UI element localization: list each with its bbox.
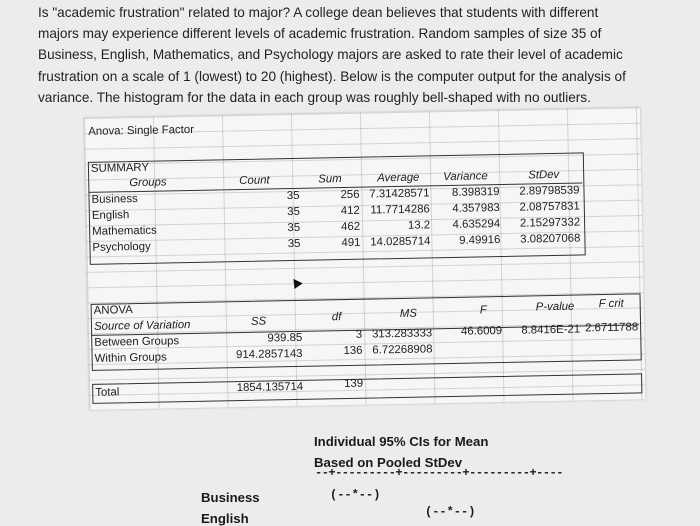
problem-statement [38, 2, 688, 108]
groups-header: Groups [129, 176, 167, 190]
average-cell: 14.0285714 [370, 235, 431, 249]
fcrit-header: F crit [598, 297, 624, 311]
pvalue-cell: 8.8416E-21 [521, 323, 581, 337]
variance-cell: 4.635294 [452, 218, 501, 231]
intro-line: majors may experience different levels of academic frustration. Random samples of size 35 of [38, 26, 602, 42]
ci-interval-mark: (--*--) [425, 505, 476, 519]
sheet-title: Anova: Single Factor [88, 123, 195, 138]
anova-label: ANOVA [93, 304, 133, 317]
ss-cell: 939.85 [267, 331, 303, 345]
fcrit-cell: 2.6711788 [585, 321, 639, 335]
intro-line: Business, English, Mathematics, and Psychology majors are asked to rate their level of academic [38, 47, 623, 63]
count-cell: 35 [287, 221, 301, 235]
ss-cell: 1854.135714 [236, 380, 304, 395]
ms-cell: 313.283333 [371, 327, 433, 341]
stdev-cell: 2.89798539 [519, 184, 580, 198]
count-cell: 35 [287, 237, 301, 251]
stdev-cell: 3.08207068 [520, 232, 581, 246]
intro-line: variance. The histogram for the data in each group was roughly bell-shaped with no outliers. [38, 89, 591, 105]
sum-cell: 256 [340, 188, 360, 202]
group-name: Business [91, 192, 138, 206]
df-header: df [331, 311, 342, 324]
average-cell: 13.2 [407, 219, 431, 232]
group-name: English [91, 209, 130, 222]
average-cell: 7.31428571 [369, 187, 430, 201]
stdev-cell: 2.15297332 [519, 216, 581, 230]
ci-scale-axis: --+---------+---------+---------+---- [315, 466, 563, 480]
f-cell: 46.6009 [460, 325, 503, 338]
stdev-cell: 2.08757831 [519, 200, 580, 214]
ci-group-label: Business [201, 490, 260, 505]
count-header: Count [239, 174, 270, 188]
ci-title-line: Individual 95% CIs for Mean [314, 434, 489, 449]
variance-cell: 8.398319 [451, 186, 500, 199]
summary-label: SUMMARY [90, 161, 150, 175]
pvalue-header: P-value [535, 300, 575, 314]
group-name: Psychology [92, 240, 151, 254]
df-cell: 136 [343, 344, 363, 358]
stdev-header: StDev [528, 168, 560, 182]
sum-cell: 412 [340, 204, 360, 218]
df-cell: 3 [355, 328, 363, 341]
source-cell: Between Groups [94, 335, 180, 349]
ss-cell: 914.2857143 [235, 347, 303, 362]
intro-line: frustration on a scale of 1 (lowest) to 20 (highest). Below is the computer output for the analysis of [38, 68, 626, 84]
ci-interval-mark: (--*--) [330, 488, 381, 502]
ms-cell: 6.72268908 [372, 343, 433, 357]
ci-group-label: English [201, 511, 249, 526]
total-border [92, 373, 642, 404]
source-cell: Total [95, 386, 120, 399]
variance-cell: 9.49916 [459, 234, 501, 247]
sum-cell: 491 [341, 236, 361, 250]
group-name: Mathematics [92, 224, 157, 238]
count-cell: 35 [287, 205, 300, 219]
ms-header: MS [399, 307, 418, 320]
sum-header: Sum [318, 173, 342, 186]
anova-spreadsheet [84, 107, 646, 410]
variance-cell: 4.357983 [452, 202, 500, 215]
df-cell: 139 [344, 377, 364, 391]
intro-line: Is "academic frustration" related to major? A college dean believes that students with different [38, 5, 599, 20]
variance-header: Variance [443, 170, 488, 184]
average-header: Average [377, 171, 420, 185]
ci-subtitle-line: Based on Pooled StDev [314, 455, 463, 470]
source-cell: Within Groups [94, 351, 167, 365]
source-header: Source of Variation [93, 318, 191, 333]
sum-cell: 462 [341, 220, 361, 234]
count-cell: 35 [286, 189, 300, 203]
ss-header: SS [250, 315, 267, 328]
average-cell: 11.7714286 [370, 203, 430, 217]
f-header: F [479, 304, 487, 317]
